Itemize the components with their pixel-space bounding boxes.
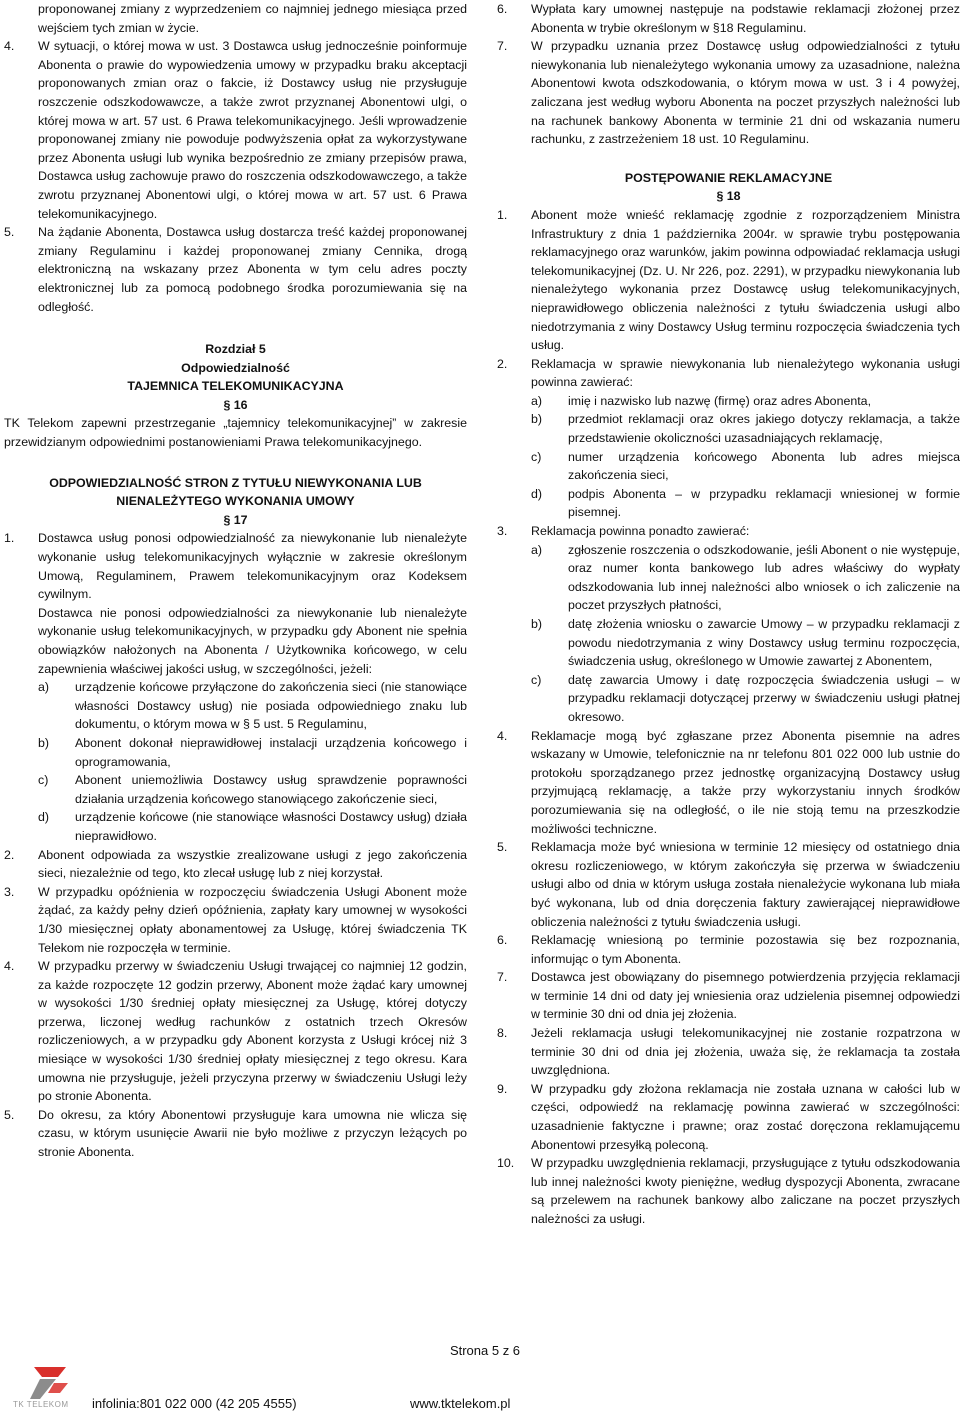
sub-text: numer urządzenia końcowego Abonenta lub adres miejsca zakończenia sieci, bbox=[568, 449, 960, 483]
sub-number: d) bbox=[38, 810, 50, 825]
p17-item-7 bbox=[497, 37, 960, 149]
item-text: Do okresu, za który Abonentowi przysługuje kara umowna nie wlicza się czasu, w którym usunięcie Awarii nie było możliwe z przyczyn leżących po stronie Abonenta. bbox=[38, 1107, 467, 1160]
p18-item-7 bbox=[497, 968, 960, 1024]
item-text: Reklamacja w sprawie niewykonania lub nienależytego wykonania usługi powinna zawierać: bbox=[531, 356, 960, 390]
page-number: Strona 5 z 6 bbox=[449, 1343, 521, 1358]
list-item bbox=[38, 678, 467, 734]
paragraph-number: § 17 bbox=[223, 512, 248, 527]
section-heading: TAJEMNICA TELEKOMUNIKACYJNA bbox=[127, 379, 344, 394]
item-text: W przypadku przerwy w świadczeniu Usługi trwającej co najmniej 12 godzin, za każde rozpoczęte 12 godzin przerwy, Abonent może żądać kary umownej w wysokości 1/30 średniej opłaty miesięcznej za Usługę, której dotyczy przerwa, liczonej według rachunków z ostatnich trzech Okresów rozliczeniowych, a w przypadku gdy Abonent korzysta z Usługi krócej niż 3 miesiące w wysokości 1/30 średniej opłaty miesięcznej z tego okresu. Kara umowna nie przysługuje, jeżeli przyczyna przerwy w świadczeniu Usługi leży po stronie Abonenta. bbox=[38, 959, 467, 1104]
intro-paragraph: proponowanej zmiany z wyprzedzeniem co najmniej jednego miesiąca przed wejściem tych zmian w życie. bbox=[38, 2, 467, 35]
item-number: 1. bbox=[4, 531, 15, 546]
sub-number: a) bbox=[531, 542, 543, 557]
hotline-info: infolinia:801 022 000 (42 205 4555) bbox=[92, 1396, 297, 1411]
sub-number: a) bbox=[38, 680, 50, 695]
sub-number: b) bbox=[38, 735, 50, 750]
sub-text: datę zawarcia Umowy i datę rozpoczęcia świadczenia usługi – w przypadku reklamacji dotyczącej przerwy w świadczeniu usługi płatnej okresowo. bbox=[568, 672, 960, 724]
sub-text: zgłoszenie roszczenia o odszkodowanie, jeśli Abonent o nie występuje, oraz numer konta bankowego lub adres właściwy do wypłaty odszkodowania lub innej należności albo wniosek o ich zaliczenie na poczet przyszłych płatności, bbox=[568, 542, 960, 613]
item-number: 4. bbox=[497, 728, 508, 743]
p18-item-2-sublist bbox=[531, 392, 960, 522]
item-text: Reklamacje mogą być zgłaszane przez Abonenta pisemnie na adres wskazany w Umowie, telefonicznie na nr telefonu 801 022 000 lub ustnie do protokołu sporządzanego przez jednostkę organizacyjną Dostawcy usług przyjmującą reklamację, a także przy wykorzystaniu innych środków porozumiewania się na odległość, o ile nie stoją temu na przeszkodzie możliwości techniczne. bbox=[531, 728, 960, 836]
item-text: Reklamacja powinna ponadto zawierać: bbox=[531, 524, 750, 539]
item-text: Reklamację wniesioną po terminie pozostawia się bez rozpoznania, informując o tym Abonenta. bbox=[531, 933, 960, 966]
list-item bbox=[531, 448, 960, 485]
item-number: 3. bbox=[497, 524, 508, 539]
chapter-subtitle: Odpowiedzialność bbox=[181, 360, 290, 375]
item-4 bbox=[4, 37, 467, 223]
p18-item-3 bbox=[497, 522, 960, 541]
sub-text: Abonent dokonał nieprawidłowej instalacji urządzenia końcowego i oprogramowania, bbox=[75, 735, 467, 769]
item-text: W przypadku uznania przez Dostawcę usług odpowiedzialności z tytułu niewykonania lub nienależytego wykonania umowy za uzasadnione, należna Abonentowi kwota odszkodowania, o którym mowa w ust. 3 i 4 powyżej, zaliczana jest według wyboru Abonenta na poczet przyszłych należności lub na rachunek bankowy Abonenta w terminie 21 dni od wskazania numeru rachunku, z zastrzeżeniem 18 ust. 10 Regulaminu. bbox=[531, 39, 960, 147]
item-number: 4. bbox=[4, 959, 15, 974]
list-item bbox=[531, 392, 960, 411]
sub-number: b) bbox=[531, 412, 543, 427]
p18-item-6 bbox=[497, 931, 960, 968]
item-number: 3. bbox=[4, 884, 15, 899]
p17-sublist bbox=[38, 678, 467, 845]
p18-item-8 bbox=[497, 1024, 960, 1080]
item-number: 5. bbox=[4, 225, 15, 240]
item-text: Jeżeli reklamacja usługi telekomunikacyjnej nie zostanie rozpatrzona w terminie 30 dni od dnia jej złożenia, uważa się, że reklamacja ta została uwzględniona. bbox=[531, 1026, 960, 1078]
sub-number: c) bbox=[531, 672, 542, 687]
sub-number: c) bbox=[38, 773, 49, 788]
p17-item-4 bbox=[4, 957, 467, 1106]
sub-text: podpis Abonenta – w przypadku reklamacji wniesionej w formie pisemnej. bbox=[568, 486, 960, 520]
section-heading: POSTĘPOWANIE REKLAMACYJNE bbox=[624, 170, 833, 185]
item-number: 6. bbox=[497, 933, 508, 948]
logo-red-shape bbox=[34, 1367, 66, 1377]
left-column bbox=[4, 0, 467, 1162]
website-link[interactable]: www.tktelekom.pl bbox=[410, 1396, 511, 1411]
paragraph-number: § 18 bbox=[716, 189, 741, 204]
sub-text: urządzenie końcowe (nie stanowiące własności Dostawcy usług) działa nieprawidłowo. bbox=[75, 810, 467, 843]
list-item bbox=[531, 615, 960, 671]
sub-text: imię i nazwisko lub nazwę (firmę) oraz adres Abonenta, bbox=[568, 393, 872, 408]
item-5 bbox=[4, 223, 467, 316]
item-number: 7. bbox=[497, 39, 508, 54]
item-number: 2. bbox=[4, 847, 15, 862]
p18-item-3-sublist bbox=[531, 541, 960, 727]
p18-item-1 bbox=[497, 206, 960, 355]
sub-text: Abonent uniemożliwia Dostawcy usług sprawdzenie poprawności działania urządzenia końcowego stanowiącego zakończenie sieci, bbox=[75, 773, 467, 806]
p17-item-2 bbox=[4, 846, 467, 883]
list-item bbox=[38, 734, 467, 771]
item-text: Dostawca jest obowiązany do pisemnego potwierdzenia przyjęcia reklamacji w terminie 14 dni od daty jej wniesienia oraz udzielenia pisemnej odpowiedzi w terminie 30 dni od dnia jej złożenia. bbox=[531, 970, 960, 1022]
item-number: 1. bbox=[497, 207, 508, 222]
item-number: 5. bbox=[497, 840, 508, 855]
item-text: W sytuacji, o której mowa w ust. 3 Dostawca usług jednocześnie poinformuje Abonenta o prawie do wypowiedzenia umowy w przypadku braku akceptacji proponowanych zmian oraz o fakcie, iż Dostawcy usług nie przysługuje roszczenie odszkodowawcze, a także zwrot przyznanej Abonentowi ulgi, o której mowa w art. 57 ust. 6 Prawa telekomunikacyjnego. Jeśli wprowadzenie proponowanej zmiany nie powoduje podwyższenia opłat za wykorzystywane przez Abonenta usługi lub wynika bezpośrednio ze zmiany przepisów prawa, Dostawca usług zachowuje prawo do roszczenia odszkodowawczego, a także zwrotu przyznanej Abonentowi ulgi, o której mowa w art. 57 ust. 6 Prawa telekomunikacyjnego. bbox=[38, 39, 467, 221]
sub-text: datę złożenia wniosku o zawarcie Umowy – w przypadku reklamacji z powodu niedotrzymania z winy Dostawcy usług terminu rozpoczęcia, świadczenia usług, określonego w Umowie zawartej z Abonentem, bbox=[568, 617, 960, 669]
item-number: 2. bbox=[497, 356, 508, 371]
chapter-title: Rozdział 5 bbox=[205, 342, 266, 357]
list-item bbox=[38, 808, 467, 845]
right-column bbox=[497, 0, 960, 1229]
item-text: Dostawca usług ponosi odpowiedzialność za niewykonanie lub nienależyte wykonanie usług telekomunikacyjnych wyłącznie w zakresie określonym Umową, Regulaminem, Prawem telekomunikacyjnym oraz Kodeksem cywilnym. bbox=[38, 531, 467, 602]
sub-number: d) bbox=[531, 486, 543, 501]
item-text: W przypadku opóźnienia w rozpoczęciu świadczenia Usługi Abonent może żądać, za każdy pełny dzień opóźnienia, zapłaty kary umownej w wysokości 1/30 miesięcznej opłaty abonamentowej za Usługę, której świadczenia TK Telekom nie rozpoczęła w terminie. bbox=[38, 884, 467, 955]
section-heading: NIENALEŻYTEGO WYKONANIA UMOWY bbox=[116, 494, 355, 509]
list-item bbox=[38, 771, 467, 808]
p18-item-2 bbox=[497, 355, 960, 392]
p18-item-5 bbox=[497, 838, 960, 931]
item-number: 6. bbox=[497, 2, 508, 16]
item-text: Abonent może wnieść reklamację zgodnie z rozporządzeniem Ministra Infrastruktury z dnia 1 października 2004r. w sprawie trybu postępowania reklamacyjnego oraz warunków, jakim powinna odpowiadać reklamacja usługi telekomunikacyjnej (Dz. U. Nr 226, poz. 2291), w przypadku niewykonania lub nienależytego wykonania przez Dostawcę usług telekomunikacyjnych, nieprawidłowego obliczenia należności z tytułu świadczenia usługi albo niedotrzymania z winy Dostawcy Usług terminu rozpoczęcia świadczenia tych usług. bbox=[531, 207, 960, 353]
list-item bbox=[531, 671, 960, 727]
p17-item-1-continuation: Dostawca nie ponosi odpowiedzialności za niewykonanie lub nienależyte wykonanie usług telekomunikacyjnych, w przypadku gdy Abonent nie spełnia obowiązków nałożonych na Abonenta / Użytkownika końcowego, w celu zapewnienia właściwej jakości usług, w szczególności, jeżeli: bbox=[38, 605, 467, 676]
item-text: W przypadku uwzględnienia reklamacji, przysługujące z tytułu odszkodowania lub innej należności kwoty pieniężne, według dyspozycji Abonenta, zwracane są przelewem na rachunek bankowy albo zaliczane na poczet przyszłych należności za usługi. bbox=[531, 1156, 960, 1226]
item-text: Abonent odpowiada za wszystkie zrealizowane usługi z jego zakończenia sieci, niezależnie od tego, kto zlecał usługę lub z niej korzystał. bbox=[38, 847, 467, 881]
item-number: 10. bbox=[497, 1156, 515, 1171]
paragraph-number: § 16 bbox=[223, 397, 248, 412]
list-item bbox=[531, 410, 960, 447]
sub-number: a) bbox=[531, 393, 543, 408]
item-text: W przypadku gdy złożona reklamacja nie została uznana w całości lub w części, odpowiedź na reklamację powinna zawierać w szczególności: uzasadnienie faktyczne i prawne; oraz zostać doręczona reklamującemu Abonentowi przesyłką poleconą. bbox=[531, 1081, 960, 1152]
item-text: Reklamacja może być wniesiona w terminie 12 miesięcy od ostatniego dnia okresu rozliczeniowego, w którym zakończyła się przerwa w świadczeniu usługi albo od dnia w którym usługa została nienależycie wykonana lub miała być wykonana, lub od dnia doręczenia faktury zawierającej nieprawidłowe obliczenia należności z tytułu świadczenia usługi. bbox=[531, 840, 960, 929]
p18-item-9 bbox=[497, 1080, 960, 1154]
sub-text: przedmiot reklamacji oraz okres jakiego dotyczy reklamacja, a także przedstawienie okoliczności uzasadniających reklamację, bbox=[568, 412, 960, 446]
p18-item-4 bbox=[497, 727, 960, 839]
paragraph-16-text: TK Telekom zapewni przestrzeganie „tajemnicy telekomunikacyjnej” w zakresie przewidzianym odpowiednimi postanowieniami Prawa telekomunikacyjnego. bbox=[4, 416, 467, 450]
list-item bbox=[531, 485, 960, 522]
item-number: 9. bbox=[497, 1081, 508, 1096]
p17-item-6 bbox=[497, 0, 960, 37]
list-item bbox=[531, 541, 960, 615]
item-text: Wypłata kary umownej następuje na podstawie reklamacji złożonej przez Abonenta w trybie określonym w §18 Regulaminu. bbox=[531, 2, 960, 35]
item-number: 7. bbox=[497, 970, 508, 985]
item-text: Na żądanie Abonenta, Dostawca usług dostarcza treść każdej proponowanej zmiany Regulaminu i każdej proponowanej zmiany Cennika, drogą elektroniczną na wskazany przez Abonenta w tym celu adres poczty elektronicznej lub za pomocą podobnego środka porozumiewania się na odległość. bbox=[38, 225, 467, 314]
logo-wordmark: TK TELEKOM bbox=[13, 1400, 69, 1409]
item-number: 5. bbox=[4, 1107, 15, 1122]
p17-item-1 bbox=[4, 529, 467, 603]
section-heading: ODPOWIEDZIALNOŚĆ STRON Z TYTUŁU NIEWYKONANIA LUB bbox=[49, 475, 422, 490]
p17-item-5 bbox=[4, 1106, 467, 1162]
item-number: 8. bbox=[497, 1026, 508, 1041]
item-number: 4. bbox=[4, 39, 15, 54]
sub-text: urządzenie końcowe przyłączone do zakończenia sieci (nie stanowiące własności Dostawcy usług) nie posiada odpowiedniego znaku lub dokumentu, o którym mowa w § 5 ust. 5 Regulaminu, bbox=[75, 680, 467, 732]
sub-number: c) bbox=[531, 449, 542, 464]
p17-item-3 bbox=[4, 883, 467, 957]
p18-item-10 bbox=[497, 1154, 960, 1228]
sub-number: b) bbox=[531, 617, 543, 631]
